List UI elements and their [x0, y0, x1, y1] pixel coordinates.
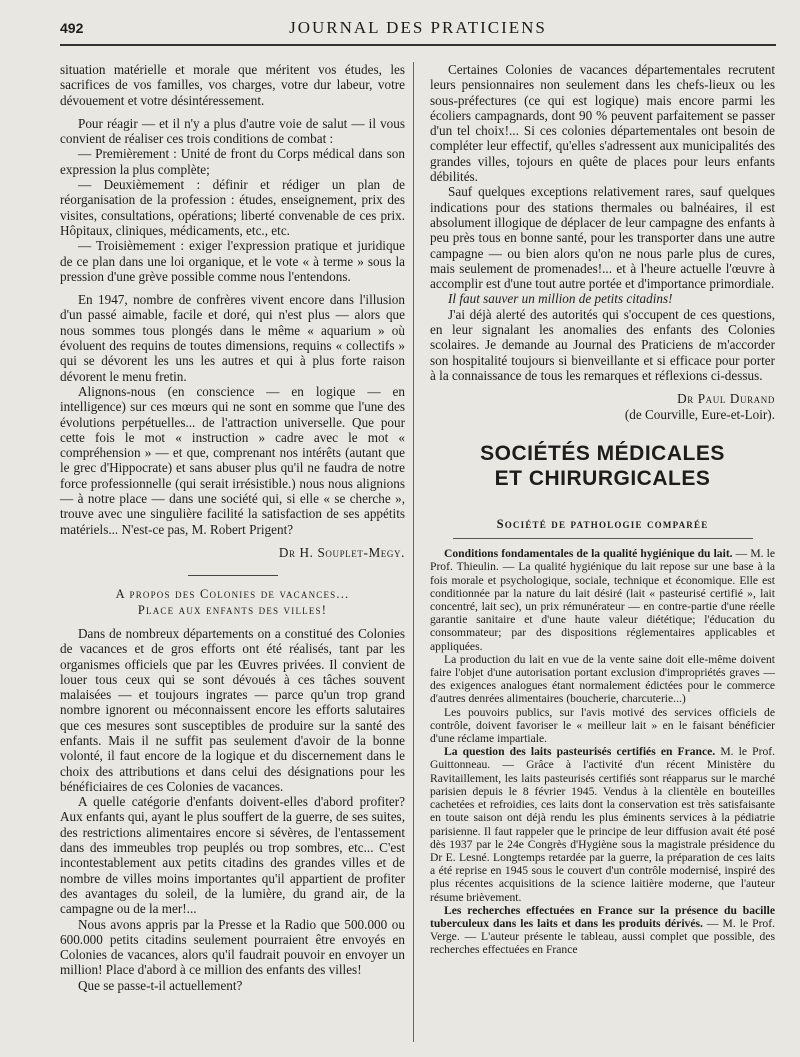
- subsection-heading: Société de pathologie comparée: [496, 517, 709, 532]
- page-number: 492: [60, 20, 84, 36]
- section-heading: [430, 441, 775, 491]
- paragraph: — Troisièmement : exiger l'expression pratique et juridique de ce plan dans une loi organique, et le vote « à terme » sous la pression d'une grève possible comme nous l'entendons.: [60, 238, 405, 284]
- report-body: — M. le Prof. Thieulin. — La qualité hygiénique du lait repose sur une base à la fois morale et psychologique, sociale, technique et économique. Elle est conditionnée par la nature du lait désiré (lait « pasteurisé certifié », lait concentré, lait sec), un prix rémunérateur — en contre-partie d'une réelle garantie sanitaire et d'une haute valeur diététique; l'éducation du consommateur; par des dispositions réglementaires applicables et appliquées.: [430, 547, 775, 653]
- paragraph: Sauf quelques exceptions relativement rares, sauf quelques indications pour des stations thermales ou balnéaires, il est absolument illogique de déplacer de leur campagne des enfants à peu près tous en bonne santé, pour les transporter dans une autre campagne — ou bien alors qu'on ne nous parle plus de cures, mais seulement de promenades!... et à l'heure actuelle l'œuvre à accomplir est d'une tout autre portée et d'importance primordiale.: [430, 184, 775, 292]
- paragraph: La production du lait en vue de la vente saine doit elle-même doivent faire l'objet d'une autorisation portant exclusion d'impropriétés graves — des exigences analogues étant normalement édictées pour le commerce d'autres denrées alimentaires (boucherie, charcuterie...): [430, 652, 775, 706]
- paragraph: J'ai déjà alerté des autorités qui s'occupent de ces questions, en leur signalant les anomalies des enfants des Colonies scolaires. Je demande au Journal des Praticiens de m'accorder son hospitalité toujours si bienveillante et si efficace pour porter à la connaissance de tous les remarques et réflexions ci-dessus.: [430, 306, 775, 383]
- section-heading-line: ET CHIRURGICALES: [494, 467, 711, 491]
- report-body: M. le Prof. Guittonneau. — Grâce à l'activité d'un récent Ministère du Ravitaillement, les laits pasteurisés certifiés sont réapparus sur le marché parisien depuis le 8 février 1945. Vendus à la clientèle en bouteilles cachetées et refroidies, ces laits dont la conservation est très satisfaisante en toute saison ont déjà rendu les plus éminents services à la pédiatrie parisienne. Il faut rappeler que le principe de leur diffusion avait été posé dès 1937 par le 24e Congrès d'Hygiène sous la magistrale présidence du Dr E. Lesné. Longtemps retardée par la guerre, la préparation de ces laits a été reprise en 1945 sous le couvert d'un contrôle modernisé, inspiré des plus récentes acquisitions de la science laitière moderne, que l'auteur résume brièvement.: [430, 745, 775, 904]
- paragraph: [430, 904, 775, 957]
- signature-place: (de Courville, Eure-et-Loir).: [624, 407, 775, 423]
- column-divider: [413, 62, 414, 1042]
- paragraph: Nous avons appris par la Presse et la Radio que 500.000 ou 600.000 petits citadins seulement pourraient être envoyés en Colonies de vacances, alors qu'il faudrait pouvoir en envoyer un million! Place d'abord à ce million des enfants des villes!: [60, 916, 405, 978]
- paragraph: — Deuxièmement : définir et rédiger un plan de réorganisation de la profession : études, enseignement, prix des visites, consultations, opérations; liberté convenable de ces prix. Hôpitaux, cliniques, médicaments, etc., etc.: [60, 177, 405, 238]
- paragraph: Que se passe-t-il actuellement?: [78, 977, 243, 993]
- report-title: Les recherches effectuées en France sur la présence du bacille tuberculeux dans les laits et dans les produits dérivés.: [430, 903, 775, 930]
- article-title-line: A propos des Colonies de vacances...: [115, 586, 350, 601]
- report-title: La question des laits pasteurisés certifiés en France.: [444, 745, 716, 759]
- paragraph: — Premièrement : Unité de front du Corps médical dans son expression la plus complète;: [60, 146, 405, 177]
- left-column: [60, 62, 405, 993]
- paragraph: [430, 547, 775, 653]
- page-header: [60, 16, 776, 46]
- paragraph: Pour réagir — et il n'y a plus d'autre voie de salut — il vous convient de réaliser ces trois conditions de combat :: [60, 115, 405, 147]
- report-body: — M. le Prof. Verge. — L'auteur présente le tableau, aussi complet que possible, des recherches effectuées en France: [430, 916, 775, 957]
- paragraph: Dans de nombreux départements on a constitué des Colonies de vacances et de gros efforts ont été réalisés, tant par les organismes officiels que par les Œuvres privées. Il convient de louer tous ceux qui se sont dévoués à ces tâches souvent malaisées — et toujours ingrates — parce qu'un trop grand nombre ignorent ou méconnaissent encore les efforts salutaires que ces mesures sont susceptibles de produire sur la santé des enfants. Mais il ne suffit pas seulement d'avoir de la bonne volonté, il faut encore de la logique et du discernement dans le choix des attributions et dans celui des désignations pour les bénéficiaires de ces Colonies de vacances.: [60, 625, 405, 794]
- paragraph: situation matérielle et morale que méritent vos études, les sacrifices de vos familles, vos charges, votre dur labeur, votre dévouement et votre désintéressement.: [60, 62, 405, 108]
- author-signature: Dr H. Souplet-Megy.: [278, 544, 405, 560]
- separator-rule: [188, 575, 278, 576]
- paragraph: Certaines Colonies de vacances départementales recrutent leurs pensionnaires non seulement dans les chefs-lieux ou les sous-préfectures (ce qui est logique) mais encore parmi les écoliers campagnards, dont 90 % peuvent parfaitement se passer d'un tel choix!... Si ces colonies départementales ont besoin de compléter leur effectif, qu'elles s'adressent aux municipalités des grandes villes, tojours en quête de places pour leurs enfants débilités.: [430, 62, 775, 185]
- paragraph: En 1947, nombre de confrères vivent encore dans l'illusion d'un passé aimable, facile et doré, qui n'est plus — alors que nous sommes tous plongés dans le même « aquarium » où évoluent des requins de toutes dimensions, requins « collectifs » qui se dévorent les uns les autres et qui à plus forte raison dévorent le menu fretin.: [60, 292, 405, 384]
- subsection-rule: [453, 538, 753, 539]
- paragraph: [430, 745, 775, 903]
- paragraph: Les pouvoirs publics, sur l'avis motivé des services officiels de contrôle, doivent favoriser le « meilleur lait » en le faisant bénéficier d'une réclame impartiale.: [430, 705, 775, 746]
- article-title-line: Place aux enfants des villes!: [137, 602, 328, 617]
- article-title: [60, 586, 405, 618]
- signature-name: Dr Paul Durand: [677, 391, 775, 407]
- report-title: Conditions fondamentales de la qualité hygiénique du lait.: [444, 547, 733, 561]
- section-heading-line: SOCIÉTÉS MÉDICALES: [480, 442, 725, 466]
- author-signature: [430, 391, 775, 423]
- journal-title: JOURNAL DES PRATICIENS: [289, 18, 547, 37]
- paragraph: Alignons-nous (en conscience — en logique — en intelligence) sur ces mœurs qui ne sont en somme que l'une des évolutions perpétuelles... de l'attraction universelle. Que pour cette fois le mot « instruction » cadre avec le mot « compréhension » — et que, comprenant nos intérêts (autant que le grec d'Hippocrate) et sans abuser plus qu'il ne faudra de notre force professionnelle (qui serait irrésistible.) nous nous alignions — à notre place — dans une société qui, si elle « se cherche », trouve avec une singulière facilité la satisfaction de ses appétits matériels... N'est-ce pas, M. Robert Prigent?: [60, 383, 405, 537]
- paragraph: A quelle catégorie d'enfants doivent-elles d'abord profiter? Aux enfants qui, ayant le plus souffert de la guerre, de ses suites, des restrictions alimentaires encore si sévères, de l'entassement dans des immeubles trop peuplés ou trop sombres, etc... C'est incontestablement aux petits citadins des grandes villes et de nombre de villes moins importantes qu'il appartient de profiter des avantages du soleil, de la lumière, du grand air, de la campagne ou de la mer!...: [60, 794, 405, 917]
- paragraph: Il faut sauver un million de petits citadins!: [448, 291, 673, 307]
- right-column: [430, 62, 775, 957]
